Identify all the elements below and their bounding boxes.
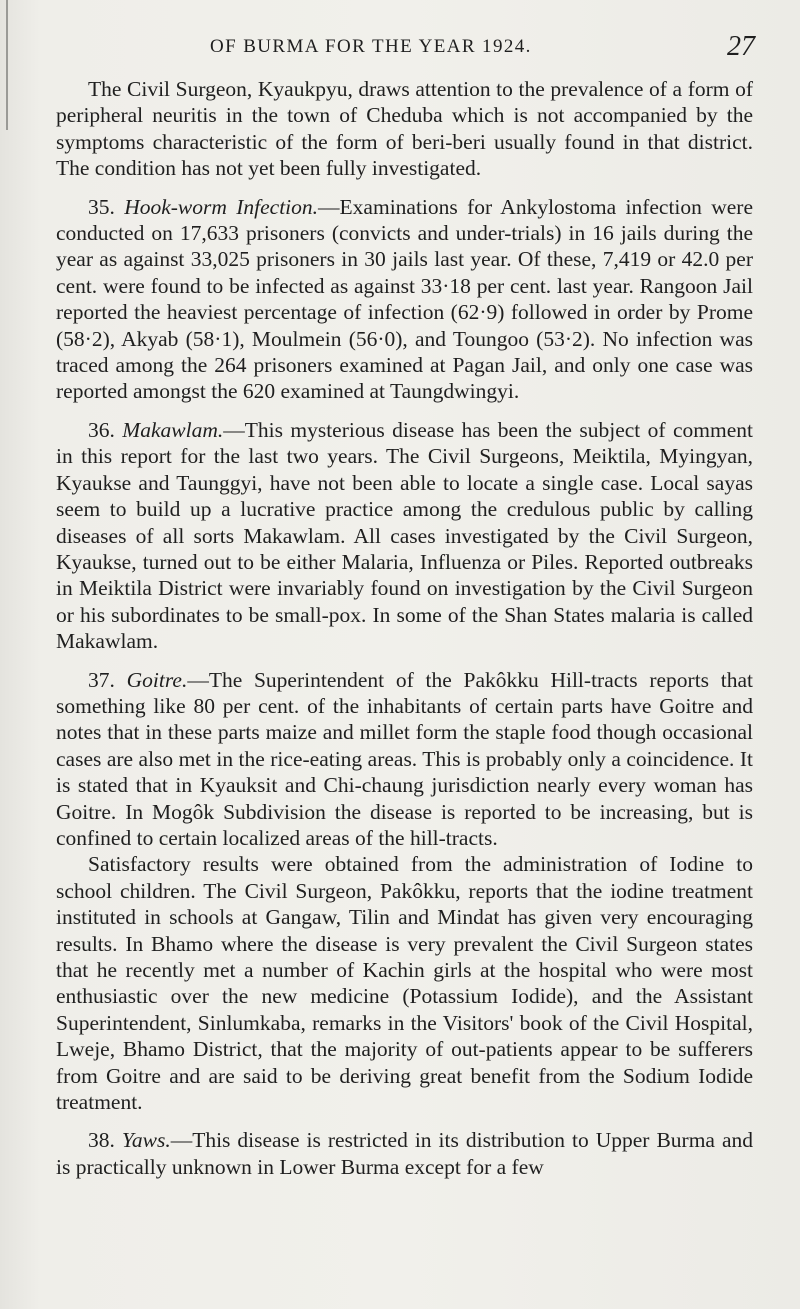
paragraph-37-goitre <box>56 667 753 852</box>
page-header <box>40 30 755 64</box>
paragraph-number: 38. <box>88 1128 115 1153</box>
binding-edge-line <box>6 0 8 130</box>
paragraph-text: —This mysterious disease has been the subject of comment in this report for the last two years. The Civil Surgeons, Meiktila, Myingyan, Kyaukse and Taunggyi, have not been able to locate a single case. Local sayas seem to build up a lucrative practice among the credulous public by calling diseases of all sorts Makawlam. All cases investigated by the Civil Surgeon, Kyaukse, turned out to be either Malaria, Influenza or Piles. Reported outbreaks in Meiktila District were invariably found on investigation by the Civil Surgeon or his subordinates to be small-pox. In some of the Shan States malaria is called Makawlam. <box>56 417 754 654</box>
paragraph-heading: Yaws. <box>121 1128 171 1153</box>
paragraph-heading: Hook-worm Infection. <box>124 194 319 219</box>
page-number: 27 <box>727 31 755 62</box>
running-head: OF BURMA FOR THE YEAR 1924. <box>210 36 532 57</box>
paragraph-number: 36. <box>88 417 115 442</box>
paragraph-text: —This disease is restricted in its distribution to Upper Burma and is practically unknown in Lower Burma except for a few <box>56 1128 754 1179</box>
paragraph-36-makawlam <box>56 417 753 655</box>
paragraph-number: 37. <box>88 667 115 692</box>
paragraph-heading: Goitre. <box>126 667 188 692</box>
paragraph-38-yaws <box>56 1127 753 1180</box>
paragraph-neuritis <box>56 76 753 182</box>
paragraph-heading: Makawlam. <box>122 417 224 442</box>
paragraph-iodine-results <box>56 851 753 1115</box>
paragraph-number: 35. <box>88 194 115 219</box>
body-text <box>56 76 753 1180</box>
paragraph-text: Satisfactory results were obtained from the administration of Iodine to school children. The Civil Surgeon, Pakôkku, reports that the iodine treatment instituted in schools at Gangaw, Tilin and Mindat has given very encouraging results. In Bhamo where the disease is very prevalent the Civil Surgeon states that he recently met a number of Kachin girls at the hospital who were most enthusiastic over the new medicine (Potassium Iodide), and the Assistant Superintendent, Sinlumkaba, remarks in the Visitors' book of the Civil Hospital, Lweje, Bhamo District, that the majority of out-patients appear to be sufferers from Goitre and are said to be deriving great benefit from the Sodium Iodide treatment. <box>56 852 753 1115</box>
paragraph-text: The Civil Surgeon, Kyaukpyu, draws attention to the prevalence of a form of peripheral neuritis in the town of Cheduba which is not accompanied by the symptoms characteristic of the form of beri-beri usually found in that district. The condition has not yet been fully investigated. <box>56 77 753 181</box>
paragraph-text: —The Superintendent of the Pakôkku Hill-tracts reports that something like 80 per cent. of the inhabitants of certain parts have Goitre and notes that in these parts maize and millet form the staple food though occasional cases are also met in the rice-eating areas. This is probably only a coincidence. It is stated that in Kyauksit and Chi-chaung jurisdiction nearly every woman has Goitre. In Mogôk Subdivision the disease is reported to be increasing, but is confined to certain localized areas of the hill-tracts. <box>56 667 754 850</box>
paragraph-35-hook-worm <box>56 194 753 405</box>
paragraph-text: —Examinations for Ankylostoma infection were conducted on 17,633 prisoners (convicts and under-trials) in 16 jails during the year as against 33,025 prisoners in 30 jails last year. Of these, 7,419 or 42.0 per cent. were found to be infected as against 33·18 per cent. last year. Rangoon Jail reported the heaviest percentage of infection (62·9) followed in order by Prome (58·2), Akyab (58·1), Moulmein (56·0), and Toungoo (53·2). No infection was traced among the 264 prisoners examined at Pagan Jail, and only one case was reported amongst the 620 examined at Taungdwingyi. <box>56 194 754 404</box>
